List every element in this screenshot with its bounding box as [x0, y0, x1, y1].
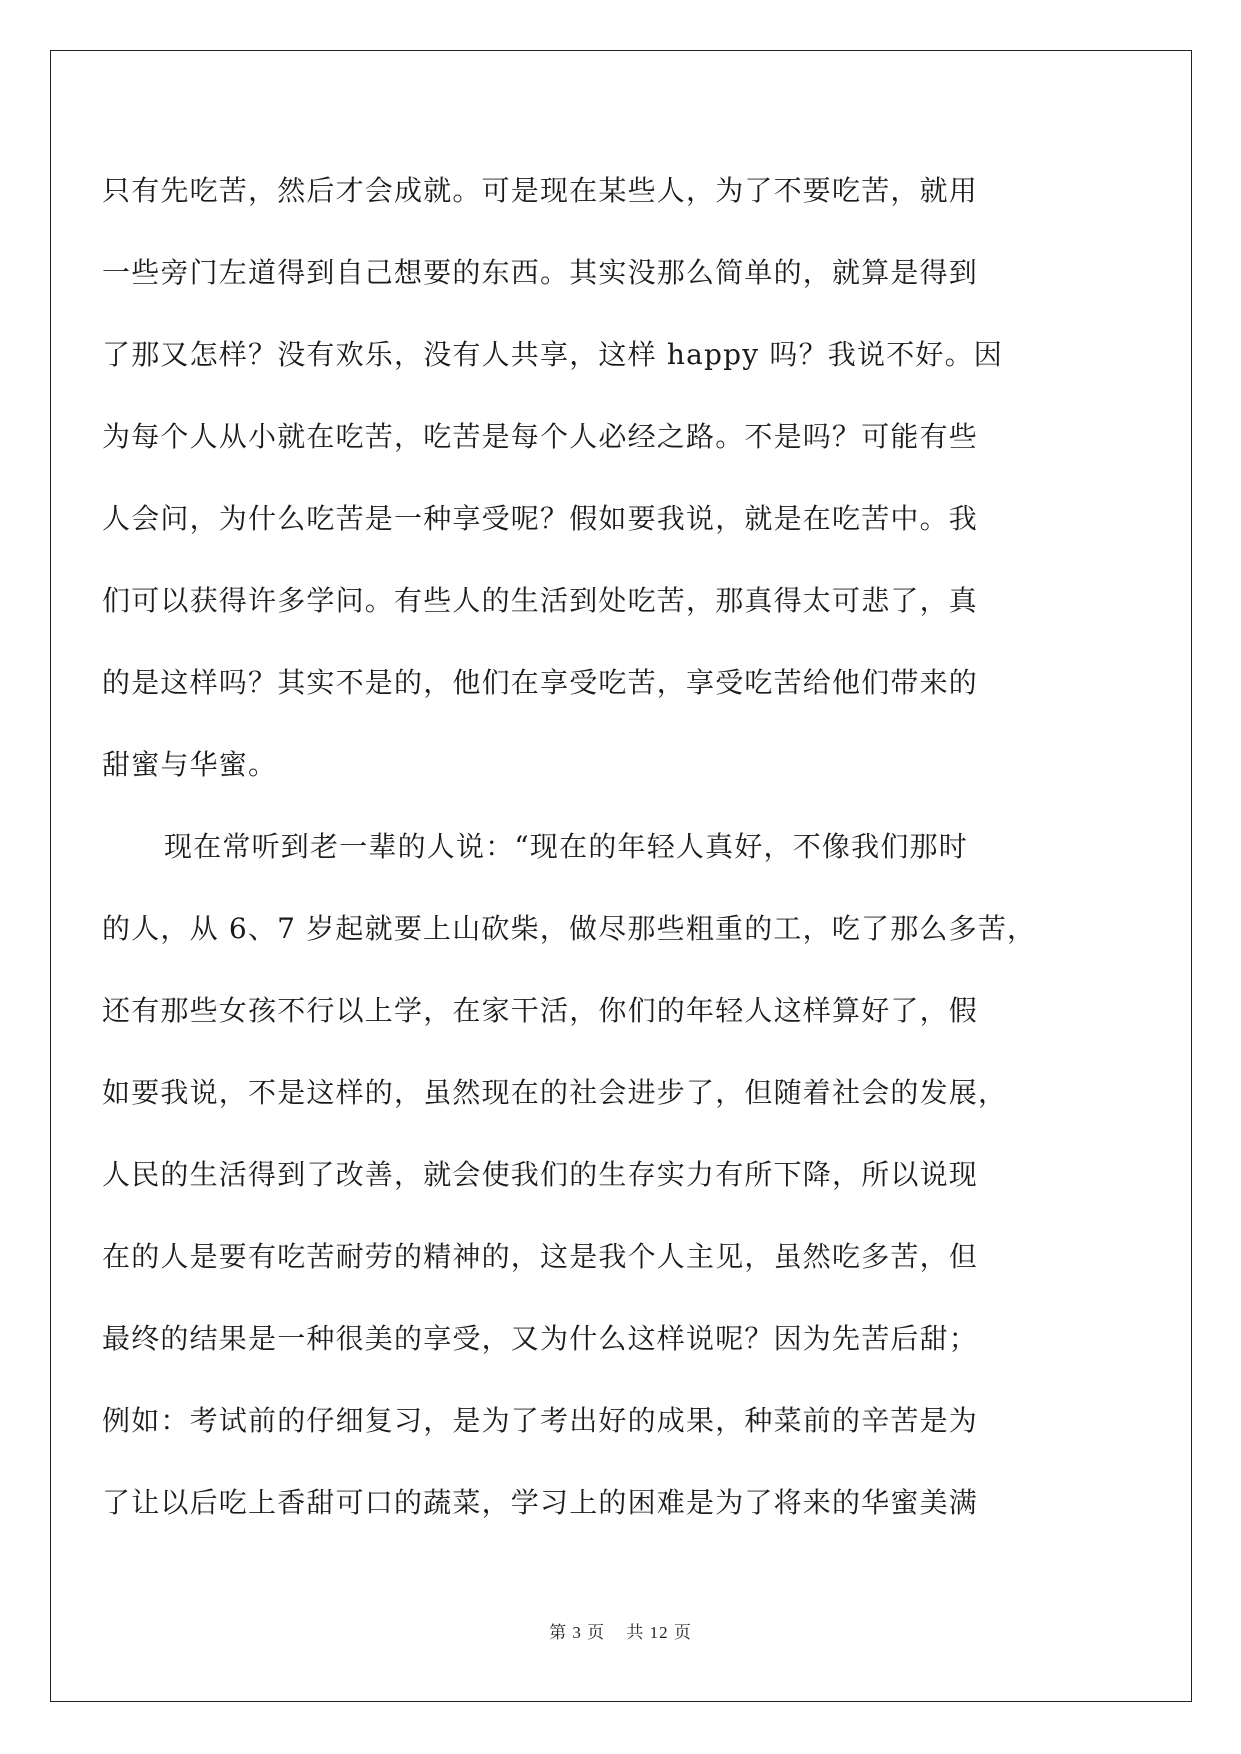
text-line: 一些旁门左道得到自己想要的东西。其实没那么简单的，就算是得到 — [102, 256, 979, 289]
text-line: 了让以后吃上香甜可口的蔬菜，学习上的困难是为了将来的华蜜美满 — [102, 1486, 979, 1519]
text-line: 们可以获得许多学问。有些人的生活到处吃苦，那真得太可悲了，真 — [102, 584, 979, 617]
text-line: 为每个人从小就在吃苦，吃苦是每个人必经之路。不是吗？可能有些 — [102, 420, 979, 453]
text-line: 的人，从 6、7 岁起就要上山砍柴，做尽那些粗重的工，吃了那么多苦， — [102, 912, 1037, 945]
text-line: 人会问，为什么吃苦是一种享受呢？假如要我说，就是在吃苦中。我 — [102, 502, 979, 535]
text-line: 只有先吃苦，然后才会成就。可是现在某些人，为了不要吃苦，就用 — [102, 174, 979, 207]
text-line: 例如：考试前的仔细复习，是为了考出好的成果，种菜前的辛苦是为 — [102, 1404, 979, 1437]
text-line: 最终的结果是一种很美的享受，又为什么这样说呢？因为先苦后甜； — [102, 1322, 979, 1355]
text-line: 甜蜜与华蜜。 — [102, 748, 278, 781]
document-body — [102, 150, 1102, 1544]
text-line: 还有那些女孩不行以上学，在家干活，你们的年轻人这样算好了，假 — [102, 994, 979, 1027]
text-line: 人民的生活得到了改善，就会使我们的生存实力有所下降，所以说现 — [102, 1158, 979, 1191]
page-footer — [0, 1618, 1241, 1643]
current-page-number: 第 3 页 — [549, 1623, 606, 1642]
text-line: 的是这样吗？其实不是的，他们在享受吃苦，享受吃苦给他们带来的 — [102, 666, 979, 699]
text-line: 了那又怎样？没有欢乐，没有人共享，这样 happy 吗？我说不好。因 — [102, 338, 1003, 371]
total-page-count: 共 12 页 — [626, 1623, 692, 1642]
text-line: 现在常听到老一辈的人说：“现在的年轻人真好，不像我们那时 — [164, 830, 968, 863]
text-line: 如要我说，不是这样的，虽然现在的社会进步了，但随着社会的发展， — [102, 1076, 1008, 1109]
text-line: 在的人是要有吃苦耐劳的精神的，这是我个人主见，虽然吃多苦，但 — [102, 1240, 979, 1273]
